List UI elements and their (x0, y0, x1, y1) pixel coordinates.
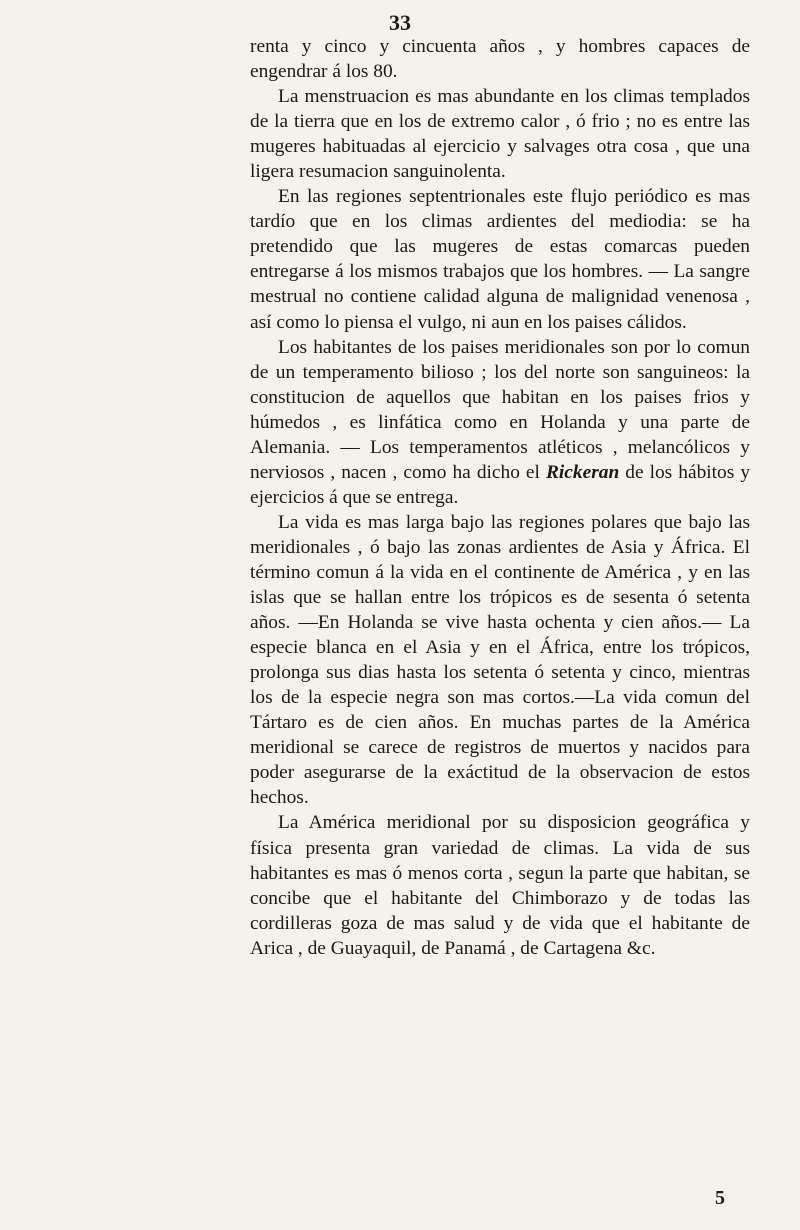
paragraph-south-america: La América meridional por su disposicion geográfica y física presenta gran variedad de climas. La vida de sus habitantes es mas ó menos corta , segun la parte que habitan, se concibe que el habitante del Chimborazo y de todas las cordilleras goza de mas salud y de vida que el habitante de Arica , de Guayaquil, de Panamá , de Cartagena &c. (250, 812, 750, 959)
temperaments-tail: de los hábitos y ejercicios á que se entrega. (250, 461, 751, 508)
paragraph-northern-regions: En las regiones septentrionales este flujo periódico es mas tardío que en los climas ardientes del mediodia: se ha pretendido que las mugeres de estas comarcas pueden entregarse á los mismos trabajos que los hombres. — La sangre mestrual no contiene calidad alguna de malignidad venenosa , así como lo piensa el vulgo, ni aun en los paises cálidos. (250, 186, 750, 333)
page-number: 33 (389, 10, 411, 35)
paragraph-menstruation: La menstruacion es mas abundante en los climas templados de la tierra que en los de extremo calor , ó frio ; no es entre las mugeres habituadas al ejercicio y salvages otra cosa , que una ligera resumacion sanguinolenta. (250, 86, 750, 183)
paragraph-continuation: renta y cinco y cincuenta años , y hombres capaces de engendrar á los 80. (250, 36, 750, 83)
paragraph-life-span: La vida es mas larga bajo las regiones polares que bajo las meridionales , ó bajo las zonas ardientes de Asia y África. El término comun á la vida en el continente de América , y en las islas que se hallan entre los trópicos es de sesenta ó setenta años. —En Holanda se vive hasta ochenta y cien años.— La especie blanca en el Asia y en el África, entre los trópicos, prolonga sus dias hasta los setenta ó setenta y cinco, mientras los de la especie negra son mas cortos.—La vida comun del Tártaro es de cien años. En muchas partes de la América meridional se carece de registros de muertos y nacidos para poder asegurarse de la exáctitud de la observacion de estos hechos. (250, 511, 750, 809)
cited-author: Rickeran (545, 461, 620, 483)
signature-mark: 5 (715, 1187, 725, 1209)
body-text (250, 34, 750, 961)
paragraph-temperaments (250, 335, 750, 510)
temperaments-text: Los habitantes de los paises meridionales son por lo comun de un temperamento bilioso ; los del norte son sanguineos: la constitucion de aquellos que habitan en los paises frios y húmedos , es linfática como en Holanda y una parte de Alemania. — Los temperamentos atléticos , melancólicos y nerviosos , nacen , como ha dicho el (250, 336, 750, 483)
